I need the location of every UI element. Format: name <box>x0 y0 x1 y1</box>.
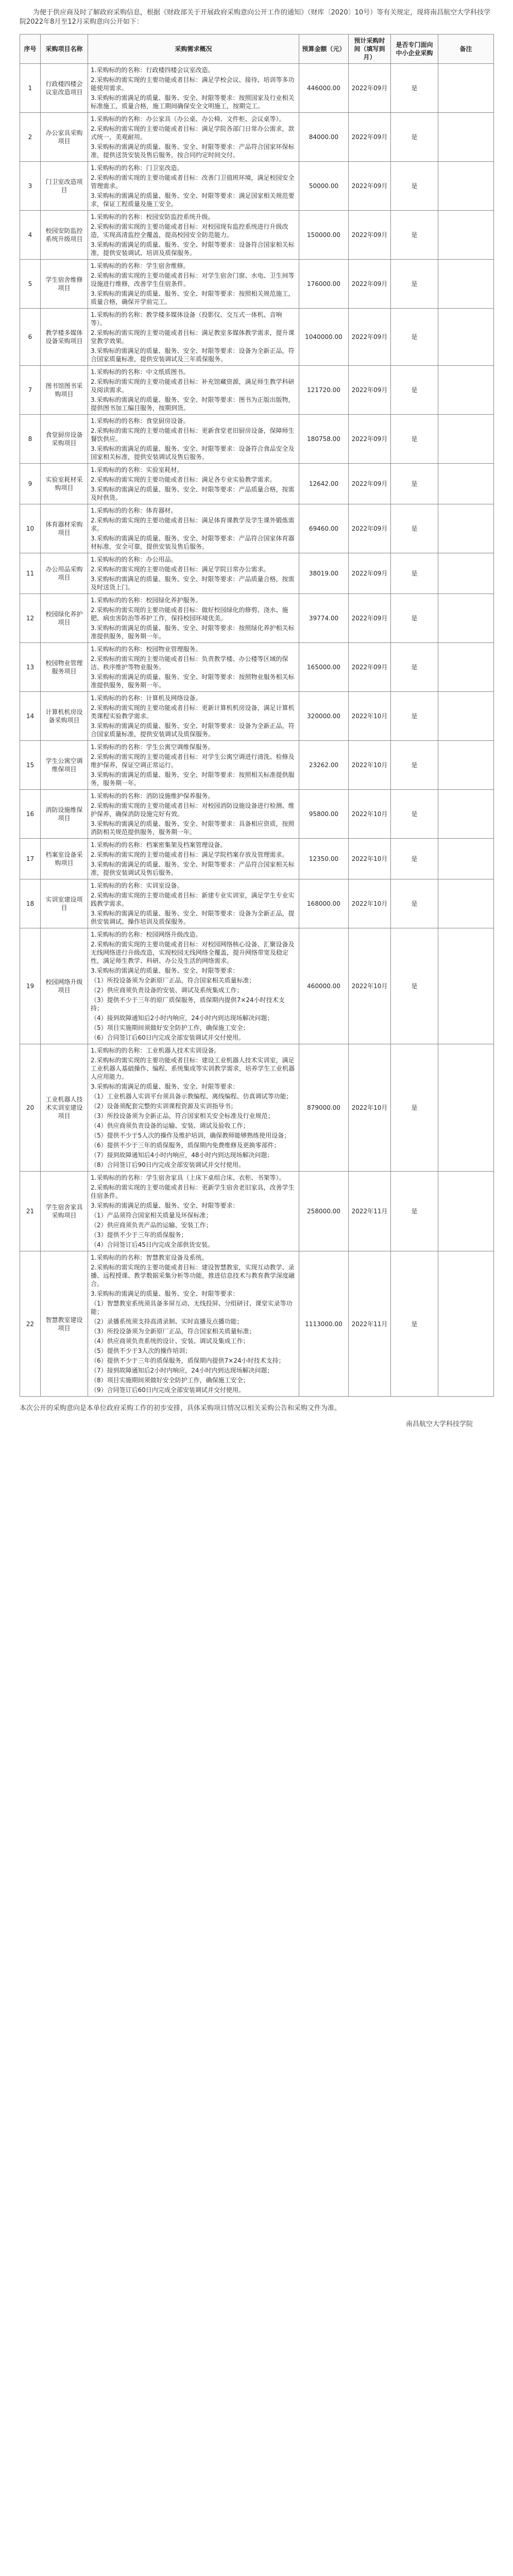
requirement-line: 3.采购标的需满足的质量、服务、安全、时限等要求： <box>91 967 239 974</box>
table-row <box>20 64 494 113</box>
remark <box>438 366 494 415</box>
table-row <box>20 309 494 366</box>
table-row <box>20 415 494 464</box>
requirement-line: （6）提供不少于三年的质保服务，质保期内免费维修及更换零部件； <box>91 1142 280 1149</box>
requirement-summary <box>88 415 299 464</box>
requirement-line: （5）提供不少于5人次的操作及维护培训，确保教师能够熟练使用设备； <box>91 1132 290 1139</box>
row-number: 13 <box>20 643 41 692</box>
requirement-line: （4）接到故障通知后2小时内响应，24小时内到达现场解决问题； <box>91 1014 273 1022</box>
table-row <box>20 464 494 504</box>
requirement-line: 3.采购标的需满足的质量、服务、安全、时限等要求：按照物业服务相关标准提供服务，服务期一年。 <box>91 673 295 689</box>
requirement-line: （6）合同签订后60日内完成全部安装调试并交付使用。 <box>91 1034 245 1041</box>
table-row <box>20 1251 494 1397</box>
footer-note: 本次公开的采购意向是本单位政府采购工作的初步安排，具体采购项目情况以相关采购公告和采购文件为准。 <box>20 1404 341 1412</box>
sme-flag: 是 <box>391 415 438 464</box>
requirement-line: 1.采购标的的名称：实验室耗材。 <box>91 466 183 473</box>
sme-flag: 是 <box>391 162 438 211</box>
requirement-line: （4）供应商须负责设备的运输、安装、调试及验收工作； <box>91 1122 249 1129</box>
procurement-date: 2022年09月 <box>349 643 391 692</box>
remark <box>438 260 494 309</box>
procurement-date: 2022年10月 <box>349 692 391 741</box>
remark <box>438 113 494 162</box>
sme-flag: 是 <box>391 790 438 839</box>
requirement-line: 1.采购标的的名称：行政楼四楼会议室改造。 <box>91 66 214 74</box>
row-number: 6 <box>20 309 41 366</box>
budget-amount: 12350.00 <box>299 839 349 879</box>
budget-amount: 38019.00 <box>299 553 349 594</box>
budget-amount: 69460.00 <box>299 504 349 553</box>
project-name: 学生宿舍家具采购项目 <box>41 1172 88 1251</box>
remark <box>438 790 494 839</box>
procurement-date: 2022年09月 <box>349 211 391 260</box>
requirement-summary <box>88 504 299 553</box>
table-row <box>20 790 494 839</box>
budget-amount: 176000.00 <box>299 260 349 309</box>
requirement-line: 1.采购标的的名称：实训室设备。 <box>91 882 183 889</box>
requirement-line: 1.采购标的的名称：学生宿舍家具（上床下桌组合床、衣柜、书架等）。 <box>91 1174 285 1181</box>
row-number: 17 <box>20 839 41 879</box>
project-name: 实训室建设项目 <box>41 879 88 928</box>
table-row <box>20 1172 494 1251</box>
requirement-line: 2.采购标的需实现的主要功能或者目标：更新学生宿舍老旧家具，改善学生住宿条件。 <box>91 1184 295 1199</box>
row-number: 11 <box>20 553 41 594</box>
table-row <box>20 928 494 1044</box>
table-row <box>20 553 494 594</box>
requirement-line: 2.采购标的需实现的主要功能或者目标：建设工业机器人技术实训室，满足工业机器人基础操作、编程、系统集成等实训教学需求，培养学生工业机器人应用能力。 <box>91 1057 295 1080</box>
requirement-line: 2.采购标的需实现的主要功能或者目标：满足教室多媒体教学需求，提升课堂教学效果。 <box>91 329 295 345</box>
requirement-line: 1.采购标的的名称：中文纸质图书。 <box>91 368 190 376</box>
requirement-line: 3.采购标的需满足的质量、服务、安全、时限等要求：产品符合国家相关标准，提供安装调试及售后服务。 <box>91 861 295 876</box>
requirement-summary <box>88 1172 299 1251</box>
requirement-line: 3.采购标的需满足的质量、服务、安全、时限等要求： <box>91 1290 239 1297</box>
requirement-line: 2.采购标的需实现的主要功能或者目标：对学生公寓空调进行清洗、检修及维护保养，保证空调正常运行。 <box>91 753 295 769</box>
project-name: 校园物业管理服务项目 <box>41 643 88 692</box>
table-row <box>20 260 494 309</box>
requirement-summary <box>88 113 299 162</box>
table-row <box>20 211 494 260</box>
row-number: 7 <box>20 366 41 415</box>
requirement-summary <box>88 464 299 504</box>
row-number: 18 <box>20 879 41 928</box>
procurement-date: 2022年09月 <box>349 64 391 113</box>
requirement-line: （3）所投设备须为全新原厂正品，符合国家相关质量标准； <box>91 1328 255 1335</box>
requirement-line: （9）合同签订后60日内完成全部安装调试并交付使用。 <box>91 1386 245 1394</box>
header-date: 预计采购时间（填写到月） <box>349 35 391 64</box>
procurement-date: 2022年09月 <box>349 366 391 415</box>
remark <box>438 504 494 553</box>
procurement-date: 2022年09月 <box>349 260 391 309</box>
requirement-line: （4）合同签订后45日内完成全部供货安装。 <box>91 1241 214 1248</box>
row-number: 9 <box>20 464 41 504</box>
requirement-line: 2.采购标的需实现的主要功能或者目标：满足体育课教学及学生课外锻炼需求。 <box>91 517 295 532</box>
requirement-summary <box>88 260 299 309</box>
requirement-line: （7）接到故障通知后2小时内响应，24小时内到达现场解决问题； <box>91 1367 273 1374</box>
requirement-line: （5）项目实施期间须做好安全防护工作，确保施工安全； <box>91 1024 249 1031</box>
table-row <box>20 504 494 553</box>
requirement-line: （1）产品须符合国家相关质量及环保标准； <box>91 1212 212 1219</box>
remark <box>438 64 494 113</box>
requirement-line: 3.采购标的需满足的质量、服务、安全、时限等要求：设备符合国家相关标准，提供安装调试、培训及质保服务。 <box>91 241 295 257</box>
remark <box>438 1251 494 1397</box>
requirement-line: （3）提供不少于三年的原厂质保服务，质保期内提供7×24小时技术支持； <box>91 996 285 1012</box>
requirement-line: （2）供应商须负责设备的安装、调试及系统集成工作； <box>91 987 243 994</box>
requirement-line: 2.采购标的需实现的主要功能或者目标：建设智慧教室，实现互动教学、录播、远程授课、教学数据采集分析等功能，推进信息技术与教育教学深度融合。 <box>91 1264 295 1287</box>
remark <box>438 1044 494 1172</box>
header-desc: 采购需求概况 <box>88 35 299 64</box>
requirement-line: 2.采购标的需实现的主要功能或者目标：满足学校会议、接待、培训等多功能使用需求。 <box>91 76 295 92</box>
requirement-line: 3.采购标的需满足的质量、服务、安全、时限等要求：按照相关标准提供服务，服务期一年。 <box>91 771 295 787</box>
requirement-summary <box>88 64 299 113</box>
project-name: 档案室设备采购项目 <box>41 839 88 879</box>
requirement-line: 1.采购标的的名称：办公家具（办公桌、办公椅、文件柜、会议桌等）。 <box>91 115 285 123</box>
requirement-summary <box>88 594 299 643</box>
procurement-date: 2022年10月 <box>349 839 391 879</box>
requirement-summary <box>88 1251 299 1397</box>
requirement-line: 1.采购标的的名称：工业机器人技术实训设备。 <box>91 1047 220 1054</box>
header-no: 序号 <box>20 35 41 64</box>
sme-flag: 是 <box>391 113 438 162</box>
requirement-line: （8）合同签订后90日内完成全部安装调试并交付使用。 <box>91 1161 245 1168</box>
requirement-line: 2.采购标的需实现的主要功能或者目标：新建专业实训室，满足学生专业实践教学需求。 <box>91 892 295 907</box>
project-name: 工业机器人技术实训室建设项目 <box>41 1044 88 1172</box>
requirement-summary <box>88 211 299 260</box>
project-name: 消防设施维保项目 <box>41 790 88 839</box>
sme-flag: 是 <box>391 1044 438 1172</box>
budget-amount: 39774.00 <box>299 594 349 643</box>
project-name: 食堂厨房设备采购项目 <box>41 415 88 464</box>
project-name: 计算机机房设备采购项目 <box>41 692 88 741</box>
procurement-date: 2022年09月 <box>349 309 391 366</box>
requirement-line: 1.采购标的的名称：校园绿化养护服务。 <box>91 597 202 604</box>
project-name: 门卫室改造项目 <box>41 162 88 211</box>
sme-flag: 是 <box>391 692 438 741</box>
requirement-line: （6）提供不少于三年的质保服务，质保期内提供7×24小时技术支持； <box>91 1357 285 1364</box>
remark <box>438 839 494 879</box>
table-row <box>20 366 494 415</box>
requirement-line: 3.采购标的需满足的质量、服务、安全、时限等要求：图书为正版出版物，提供图书加工编目服务，按期到货。 <box>91 396 295 412</box>
requirement-line: （4）供应商须负责系统的设计、安装、调试及集成工作； <box>91 1337 249 1345</box>
requirement-line: 1.采购标的的名称：计算机及网络设备。 <box>91 694 202 702</box>
row-number: 12 <box>20 594 41 643</box>
requirement-line: （3）所投设备须为全新正品，符合国家相关安全标准及行业规范； <box>91 1112 274 1120</box>
budget-amount: 50000.00 <box>299 162 349 211</box>
requirement-line: （5）提供不少于3人次的操作培训； <box>91 1347 192 1354</box>
row-number: 19 <box>20 928 41 1044</box>
requirement-line: 3.采购标的需满足的质量、服务、安全、时限等要求：满足国家相关规范要求，保证工程质量及施工安全。 <box>91 192 295 208</box>
requirement-line: （1）智慧教室系统须具备多屏互动、无线投屏、分组研讨、课堂实录等功能； <box>91 1300 293 1315</box>
sme-flag: 是 <box>391 260 438 309</box>
requirement-line: （2）设备须配套完整的实训课程资源及实训指导书； <box>91 1103 237 1110</box>
requirement-line: 3.采购标的需满足的质量、服务、安全、时限等要求：设备为全新正品，提供安装调试、操作培训及质保服务。 <box>91 910 295 925</box>
row-number: 4 <box>20 211 41 260</box>
row-number: 14 <box>20 692 41 741</box>
requirement-summary <box>88 1044 299 1172</box>
sme-flag: 是 <box>391 741 438 790</box>
sme-flag: 是 <box>391 366 438 415</box>
remark <box>438 162 494 211</box>
requirement-line: 1.采购标的的名称：教学楼多媒体设备（投影仪、交互式一体机、音响等）。 <box>91 311 282 327</box>
sme-flag: 是 <box>391 643 438 692</box>
project-name: 体育器材采购项目 <box>41 504 88 553</box>
row-number: 3 <box>20 162 41 211</box>
table-row <box>20 594 494 643</box>
sme-flag: 是 <box>391 594 438 643</box>
project-name: 校园网络升级项目 <box>41 928 88 1044</box>
sme-flag: 是 <box>391 839 438 879</box>
sme-flag: 是 <box>391 1172 438 1251</box>
row-number: 20 <box>20 1044 41 1172</box>
budget-amount: 180758.00 <box>299 415 349 464</box>
remark <box>438 1172 494 1251</box>
project-name: 学生宿舍维修项目 <box>41 260 88 309</box>
project-name: 办公用品采购项目 <box>41 553 88 594</box>
sme-flag: 是 <box>391 464 438 504</box>
requirement-line: （8）项目实施期间须做好安全防护工作，确保施工安全； <box>91 1377 249 1384</box>
requirement-line: 3.采购标的需满足的质量、服务、安全、时限等要求：具备相应资质，按照消防相关规范提供服务，服务期一年。 <box>91 820 295 836</box>
requirement-line: 3.采购标的需满足的质量、服务、安全、时限等要求： <box>91 1083 239 1090</box>
requirement-line: 3.采购标的需满足的质量、服务、安全、时限等要求：按照绿化养护相关标准提供服务，服务期一年。 <box>91 624 295 640</box>
requirement-line: 2.采购标的需实现的主要功能或者目标：对校园网络核心设备、汇聚设备及无线网络进行升级改造，实现校园无线网络全覆盖，提升网络带宽及稳定性，满足师生教学、科研、办公及生活的网络需求。 <box>91 941 295 964</box>
requirement-line: （3）提供不少于三年的质保服务； <box>91 1231 187 1239</box>
requirement-line: 2.采购标的需实现的主要功能或者目标：负责教学楼、办公楼等区域的保洁、秩序维护等物业服务。 <box>91 655 288 671</box>
table-row <box>20 113 494 162</box>
sme-flag: 是 <box>391 64 438 113</box>
requirement-line: 3.采购标的需满足的质量、服务、安全、时限等要求：设备符合食品安全及国家相关标准，提供安装调试及售后服务。 <box>91 445 295 461</box>
remark <box>438 594 494 643</box>
row-number: 1 <box>20 64 41 113</box>
remark <box>438 741 494 790</box>
remark <box>438 553 494 594</box>
budget-amount: 168000.00 <box>299 879 349 928</box>
table-header-row <box>20 35 494 64</box>
table-row <box>20 741 494 790</box>
procurement-date: 2022年10月 <box>349 879 391 928</box>
requirement-line: （7）接到故障通知后4小时内响应，48小时内到达现场解决问题； <box>91 1151 273 1159</box>
requirement-line: 1.采购标的的名称：体育器材。 <box>91 507 177 514</box>
project-name: 办公家具采购项目 <box>41 113 88 162</box>
sme-flag: 是 <box>391 309 438 366</box>
requirement-summary <box>88 553 299 594</box>
requirement-line: 1.采购标的的名称：消防设施维护保养服务。 <box>91 792 214 800</box>
requirement-summary <box>88 309 299 366</box>
procurement-date: 2022年10月 <box>349 1044 391 1172</box>
requirement-line: 2.采购标的需实现的主要功能或者目标：对校园现有监控系统进行升级改造，实现高清监控全覆盖，提高校园安全防范能力。 <box>91 223 288 239</box>
table-row <box>20 879 494 928</box>
requirement-line: 1.采购标的的名称：智慧教室设备及系统。 <box>91 1254 208 1261</box>
requirement-line: 1.采购标的的名称：学生公寓空调维保服务。 <box>91 743 214 751</box>
requirement-line: 2.采购标的需实现的主要功能或者目标：补充馆藏资源，满足师生教学科研及阅读需求。 <box>91 378 295 394</box>
budget-amount: 95800.00 <box>299 790 349 839</box>
requirement-summary <box>88 928 299 1044</box>
procurement-date: 2022年09月 <box>349 113 391 162</box>
header-note: 备注 <box>438 35 494 64</box>
project-name: 校园绿化养护项目 <box>41 594 88 643</box>
requirement-line: 1.采购标的的名称：食堂厨房设备。 <box>91 417 190 425</box>
budget-amount: 320000.00 <box>299 692 349 741</box>
requirement-line: 1.采购标的的名称：学生宿舍维修。 <box>91 262 190 269</box>
remark <box>438 692 494 741</box>
row-number: 22 <box>20 1251 41 1397</box>
requirement-line: 2.采购标的需实现的主要功能或者目标：更新计算机机房设备，满足计算机类课程实验教学需求。 <box>91 704 295 720</box>
procurement-date: 2022年11月 <box>349 1251 391 1397</box>
requirement-line: 3.采购标的需满足的质量、服务、安全、时限等要求：按照相关规范施工，质量合格，确保开学前完工。 <box>91 290 295 306</box>
budget-amount: 460000.00 <box>299 928 349 1044</box>
sme-flag: 是 <box>391 211 438 260</box>
remark <box>438 643 494 692</box>
budget-amount: 84000.00 <box>299 113 349 162</box>
requirement-line: 1.采购标的的名称：办公用品。 <box>91 556 177 563</box>
procurement-date: 2022年09月 <box>349 415 391 464</box>
requirement-line: 3.采购标的需满足的质量、服务、安全、时限等要求：产品质量合格，按需及时供货。 <box>91 486 295 501</box>
budget-amount: 879000.00 <box>299 1044 349 1172</box>
remark <box>438 464 494 504</box>
table-row <box>20 692 494 741</box>
requirement-line: 2.采购标的需实现的主要功能或者目标：满足学院各部门日常办公需求，款式统一，美观耐用。 <box>91 125 295 141</box>
sme-flag: 是 <box>391 879 438 928</box>
requirement-line: 1.采购标的的名称：门卫室改造。 <box>91 164 183 172</box>
requirement-line: 1.采购标的的名称：校园安防监控系统升级。 <box>91 213 214 221</box>
remark <box>438 211 494 260</box>
budget-amount: 1113000.00 <box>299 1251 349 1397</box>
remark <box>438 879 494 928</box>
procurement-date: 2022年11月 <box>349 1172 391 1251</box>
requirement-line: 3.采购标的需满足的质量、服务、安全、时限等要求： <box>91 1202 239 1209</box>
project-name: 智慧教室建设项目 <box>41 1251 88 1397</box>
budget-amount: 12642.00 <box>299 464 349 504</box>
sme-flag: 是 <box>391 504 438 553</box>
table-row <box>20 1044 494 1172</box>
requirement-line: 2.采购标的需实现的主要功能或者目标：改善门卫值班环境，满足校园安全管理需求。 <box>91 174 295 190</box>
requirement-summary <box>88 692 299 741</box>
remark <box>438 309 494 366</box>
requirement-line: 3.采购标的需满足的质量、服务、安全、时限等要求：产品质量合格，按需及时送货上门。 <box>91 575 295 591</box>
requirement-line: （2）录播系统须支持高清录制、实时直播及点播功能； <box>91 1318 243 1325</box>
requirement-summary <box>88 366 299 415</box>
requirement-line: 2.采购标的需实现的主要功能或者目标：更新食堂老旧厨房设备，保障师生餐饮供应。 <box>91 427 295 443</box>
requirement-line: 3.采购标的需满足的质量、服务、安全、时限等要求：产品符合国家环保标准，提供送货安装及售后服务，按合同约定时间交付。 <box>91 143 295 159</box>
row-number: 15 <box>20 741 41 790</box>
project-name: 校园安防监控系统升级项目 <box>41 211 88 260</box>
row-number: 5 <box>20 260 41 309</box>
requirement-line: 1.采购标的的名称：校园物业管理服务。 <box>91 646 202 653</box>
project-name: 实验室耗材采购项目 <box>41 464 88 504</box>
requirement-summary <box>88 643 299 692</box>
row-number: 10 <box>20 504 41 553</box>
requirement-summary <box>88 879 299 928</box>
budget-amount: 150000.00 <box>299 211 349 260</box>
requirement-line: 3.采购标的需满足的质量、服务、安全、时限等要求：产品符合国家体育器材标准，安全可靠，提供安装及售后服务。 <box>91 535 295 550</box>
procurement-date: 2022年09月 <box>349 464 391 504</box>
budget-amount: 165000.00 <box>299 643 349 692</box>
intro-paragraph: 为便于供应商及时了解政府采购信息，根据《财政部关于开展政府采购意向公开工作的通知》（财库〔2020〕10号）等有关规定，现将南昌航空大学科技学院2022年8月至12月采购意向公开如下： <box>20 9 491 26</box>
budget-amount: 446000.00 <box>299 64 349 113</box>
procurement-table <box>20 34 494 1397</box>
requirement-line: 2.采购标的需实现的主要功能或者目标：做好校园绿化的修剪、浇水、施肥、病虫害防治等养护工作，保持校园环境优美。 <box>91 606 288 622</box>
procurement-date: 2022年10月 <box>349 790 391 839</box>
requirement-line: 3.采购标的需满足的质量、服务、安全、时限等要求：设备为全新正品，符合国家质量标准，提供安装调试及三年质保服务。 <box>91 347 295 363</box>
budget-amount: 1040000.00 <box>299 309 349 366</box>
project-name: 行政楼四楼会议室改造项目 <box>41 64 88 113</box>
header-budget: 预算金额（元） <box>299 35 349 64</box>
requirement-line: 2.采购标的需实现的主要功能或者目标：满足学院日常办公需求。 <box>91 566 270 573</box>
sme-flag: 是 <box>391 553 438 594</box>
requirement-summary <box>88 790 299 839</box>
requirement-line: （1）工业机器人实训平台须具备示教编程、离线编程、仿真调试等功能； <box>91 1093 293 1100</box>
row-number: 2 <box>20 113 41 162</box>
project-name: 学生公寓空调维保项目 <box>41 741 88 790</box>
budget-amount: 258000.00 <box>299 1172 349 1251</box>
row-number: 8 <box>20 415 41 464</box>
requirement-line: 2.采购标的需实现的主要功能或者目标：满足学院档案存放及管理需求。 <box>91 851 288 858</box>
requirement-line: 1.采购标的的名称：校园网络升级改造。 <box>91 931 202 938</box>
sme-flag: 是 <box>391 1251 438 1397</box>
table-row <box>20 162 494 211</box>
remark <box>438 928 494 1044</box>
budget-amount: 23262.00 <box>299 741 349 790</box>
header-name: 采购项目名称 <box>41 35 88 64</box>
table-row <box>20 839 494 879</box>
requirement-line: 3.采购标的需满足的质量、服务、安全、时限等要求：设备为全新正品，符合国家质量标准，提供安装调试及质保服务。 <box>91 722 295 738</box>
procurement-date: 2022年09月 <box>349 504 391 553</box>
requirement-summary <box>88 839 299 879</box>
remark <box>438 415 494 464</box>
budget-amount: 121720.00 <box>299 366 349 415</box>
requirement-line: 2.采购标的需实现的主要功能或者目标：满足各专业实验教学需求。 <box>91 476 276 483</box>
procurement-date: 2022年09月 <box>349 594 391 643</box>
table-row <box>20 643 494 692</box>
signature: 南昌航空大学科技学院 <box>405 1420 473 1428</box>
requirement-summary <box>88 162 299 211</box>
header-sme: 是否专门面向中小企业采购 <box>391 35 438 64</box>
requirement-summary <box>88 741 299 790</box>
requirement-line: 1.采购标的的名称：档案密集架及档案管理设备。 <box>91 841 227 849</box>
requirement-line: 3.采购标的需满足的质量、服务、安全、时限等要求：按照国家及行业相关标准施工，质量合格，施工期间确保安全文明施工，按期完工。 <box>91 94 295 110</box>
project-name: 教学楼多媒体设备采购项目 <box>41 309 88 366</box>
row-number: 21 <box>20 1172 41 1251</box>
procurement-date: 2022年10月 <box>349 741 391 790</box>
procurement-date: 2022年10月 <box>349 928 391 1044</box>
requirement-line: 2.采购标的需实现的主要功能或者目标：对校园消防设施设备进行检测、维护保养，确保消防设施完好有效。 <box>91 802 295 818</box>
requirement-line: （1）所投设备须为全新原厂正品，符合国家相关质量标准； <box>91 977 255 984</box>
procurement-date: 2022年09月 <box>349 553 391 594</box>
row-number: 16 <box>20 790 41 839</box>
requirement-line: （2）供应商须负责产品的运输、安装工作； <box>91 1222 212 1229</box>
procurement-date: 2022年09月 <box>349 162 391 211</box>
requirement-line: 2.采购标的需实现的主要功能或者目标：对学生宿舍门窗、水电、卫生间等设施进行维修，改善学生住宿条件。 <box>91 272 295 287</box>
project-name: 图书馆图书采购项目 <box>41 366 88 415</box>
sme-flag: 是 <box>391 928 438 1044</box>
